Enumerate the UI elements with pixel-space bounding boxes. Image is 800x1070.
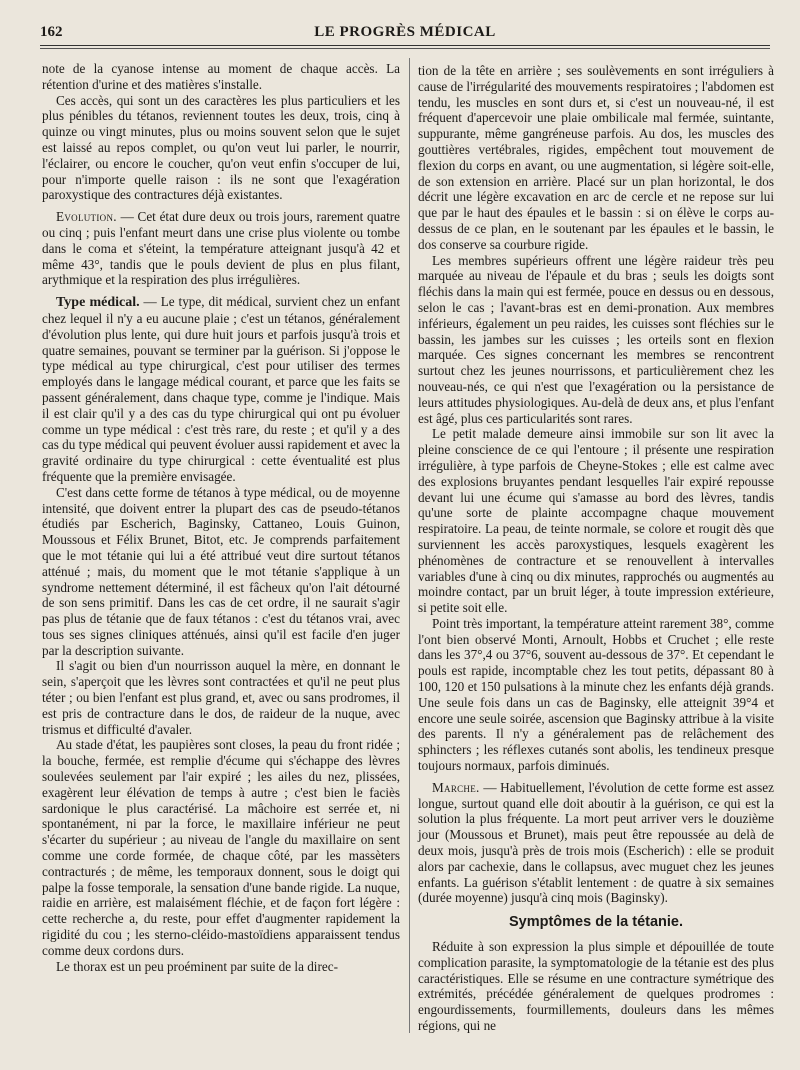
- section-heading: Symptômes de la tétanie.: [508, 914, 684, 931]
- paragraph: C'est dans cette forme de tétanos à type médical, ou de moyenne intensité, que doivent entrer la plupart des cas de pseudo-tétanos étudiés par Escherich, Baginsky, Cattaneo, Louis Guinon, Moussous et Félix Brunet, Bitot, etc. Je comprends parfaitement que le mot tétanie qui lui a été attribué veut dire surtout tétanos atténué ; mais, du moment que le mot tétanie s'applique à un syndrome nettement déterminé, il est fâcheux qu'on l'ait détourné de son sens primitif. Dans les cas de cet ordre, il ne saurait s'agir pas plus de tétanie que de faux tétanos : c'est du tétanos vrai, avec tous ses signes cliniques atténués, ainsi qu'il est facile d'en juger par la description suivante.: [42, 484, 400, 658]
- paragraph: Le thorax est un peu proéminent par suite de la direc-: [56, 958, 338, 974]
- paragraph: Réduite à son expression la plus simple et dépouillée de toute complication parasite, la symptomatologie de la tétanie est des plus caractéristiques. Elle se résume en une contracture symétrique des extrémités, précédée généralement de quelques prodromes : engourdissements, fourmillements, douleurs dans les mêmes régions, qui ne: [418, 939, 774, 1034]
- paragraph: tion de la tête en arrière ; ses soulèvements en sont irréguliers à cause de l'irrégularité des mouvements respiratoires ; l'abdomen est tendu, les muscles en sont durs et, si c'est un nouveau-né, il est fréquent d'apercevoir une plaie ombilicale mal fermée, suintante, suppurante, même gangréneuse parfois. Au dos, les muscles des gouttières vertébrales, rigides, empêchent tout mouvement de flexion du corps en avant, ou une augmentation, si légère soit-elle, de son extension en arrière. Placé sur un plan horizontal, le dos décrit une légère excavation en arc de cercle et ne repose sur lui que par le haut des épaules et le bassin : si on élève le corps au-dessus de ce plan, en le soutenant par les épaules et le bassin, le dos conserve sa courbure rigide.: [418, 63, 774, 252]
- paragraph-evolution: [42, 209, 400, 288]
- header-rule: [40, 45, 770, 46]
- paragraph: note de la cyanose intense au moment de chaque accès. La rétention d'urine et des matières s'installe.: [42, 61, 400, 92]
- paragraph: Ces accès, qui sont un des caractères les plus particuliers et les plus pénibles du tétanos, reviennent toutes les deux, trois, cinq à quinze ou vingt minutes, plus ou moins souvent selon que le sujet est laissé au repos complet, ou qu'on veut lui parler, le nourrir, l'éclairer, ou encore le coucher, qu'on veut enfin s'occuper de lui, pour n'importe quelle raison : ils ne sont que l'exagération paroxystique des contractures déjà existantes.: [42, 92, 400, 203]
- journal-title: LE PROGRÈS MÉDICAL: [314, 24, 496, 40]
- paragraph: Les membres supérieurs offrent une légère raideur très peu marquée au niveau de l'épaule et du bras ; seuls les doigts sont fléchis dans la main qui est fermée, pouce en dessus ou en dessous, selon le cas ; l'avant-bras est en demi-pronation. Aux membres inférieurs, également un peu raides, les cuisses sont fléchies sur le bassin, les jambes sur les cuisses ; les orteils sont en flexion marquée. Ces signes concernant les membres se rencontrent surtout chez les jeunes nourrissons, et particulièrement chez les nouveau-nés, ce qui n'est que l'exagération ou la persistance de leurs attitudes physiologiques. Au-delà de deux ans, et plus l'enfant est âgé, plus ces particularités sont rares.: [418, 252, 774, 426]
- page-number: 162: [40, 24, 63, 40]
- paragraph: Il s'agit ou bien d'un nourrisson auquel la mère, en donnant le sein, s'aperçoit que les lèvres sont contractées et qu'il ne peut plus téter ; ou bien l'enfant est plus grand, et, avec ou sans prodromes, il est pris de contracture dans le dos, de raideur de la nuque, avec trismus et difficulté d'avaler.: [42, 658, 400, 737]
- evolution-label: Evolution.: [56, 209, 117, 225]
- header-rule-thin: [40, 48, 770, 49]
- running-header: [40, 22, 770, 42]
- paragraph: Point très important, la température atteint rarement 38°, comme l'ont bien observé Monti, Arnoult, Hobbs et Cruchet ; elle reste dans les 37°,4 ou 37°6, souvent au-dessous de 37°. Et cependant le pouls est rapide, incomptable chez les tout petits, dépassant 80 à 100, 120 et 150 pulsations à la minute chez les enfants déjà grands. Une seule fois dans un cas de Baginsky, elle atteignit 39°4 et encore une seule soirée, ascension que Baginsky attribue à la visite des parents. Il n'y a généralement pas de relâchement des sphincters ; les réflexes cutanés sont abolis, les tendineux presque toujours normaux, parfois diminués.: [418, 615, 774, 774]
- paragraph: Au stade d'état, les paupières sont closes, la peau du front ridée ; la bouche, fermée, est remplie d'écume qui s'échappe des lèvres soulevées seulement par l'air expiré ; les ailes du nez, plissées, exagèrent leur élévation de temps à autre ; c'est bien le faciès sardonique le plus caractérisé. La mâchoire est serrée et, ni spontanément, ni par la force, le maxillaire inférieur ne peut s'écarter du supérieur ; au niveau de l'angle du maxillaire on sent comme une corde formée, de chaque côté, par les massèters contracturés ; de même, les temporaux donnent, sous le doigt qui palpe la fosse temporale, la sensation d'une bande rigide. La nuque, raidie en arrière, est malaisément fléchie, et de façon fort légère : cette recherche a, du reste, pour effet d'augmenter rapidement la rigidité du cou ; les sterno-cléido-mastoïdiens apparaissent tendus comme deux cordons durs.: [42, 737, 400, 958]
- left-column: [42, 61, 400, 974]
- marche-text: — Habituellement, l'évolution de cette forme est assez longue, surtout quand elle doit aboutir à la guérison, ce qui est la solution la plus fréquente. La mort peut arriver vers le douzième jour (Moussous et Brunet), mais peut être repoussée au delà de deux mois, jusqu'à près de trois mois (Escherich) : elle se produit alors par cachexie, dans le collapsus, avec muguet chez les jeunes enfants. La guérison s'établit lentement : de quatre à six semaines (durée moyenne) jusqu'à cinq mois (Baginsky).: [418, 779, 774, 906]
- column-divider: [409, 58, 410, 1033]
- evolution-text: — Cet état dure deux ou trois jours, rarement quatre ou cinq ; puis l'enfant meurt dans une crise plus violente ou tombe dans le coma et s'éteint, la température atteignant jusqu'à 42 et même 43°, tandis que le pouls devient de plus en plus filant, arythmique et la respiration des plus irrégulières.: [42, 209, 400, 288]
- right-column: [418, 63, 774, 1034]
- paragraph-marche: [418, 780, 774, 906]
- paragraph: Le petit malade demeure ainsi immobile sur son lit avec la pleine conscience de ce qui l'entoure ; il présente une respiration irrégulière, à type parfois de Cheyne-Stokes ; elle est calme avec des explosions bruyantes pendant lesquelles l'air expiré repousse devant lui une écume qui s'amasse au bord des lèvres, tandis qu'une sorte de plainte accompagne chaque mouvement respiratoire. La peau, de teinte normale, se colore et rougit dès que surviennent les accès paroxystiques, lesquels exagèrent les phénomènes de contracture et se renouvellent à intervalles variables d'une à cinq ou dix minutes, rapprochés ou augmentés au moindre contact, par un bruit léger, à toute impression extérieure, si petite soit elle.: [418, 426, 774, 616]
- type-medical-text: — Le type, dit médical, survient chez un enfant chez lequel il n'y a eu aucune plaie ; c'est un tétanos, généralement d'évolution plus lente, qui dure huit jours et parfois jusqu'à trois et quatre semaines, pouvant se terminer par la guérison. Si j'oppose le type médical au type chirurgical, c'est pour utiliser des termes employés dans le langage médical courant, et parce que les faits se passent généralement, dans chaque type, comme je l'indique. Mais il est clair qu'il y a des cas du type chirurgical qui ont pu évoluer comme un type médical : c'est très rare, du reste ; et qu'il y a des cas du type médical qui peuvent évoluer aussi rapidement et avec la gravité ordinaire du type chirurgical : cette éventualité est plus fréquente que la première envisagée.: [42, 294, 400, 484]
- paragraph-type-medical: [42, 294, 400, 485]
- type-medical-label: Type médical.: [56, 295, 140, 311]
- marche-label: Marche.: [432, 779, 480, 795]
